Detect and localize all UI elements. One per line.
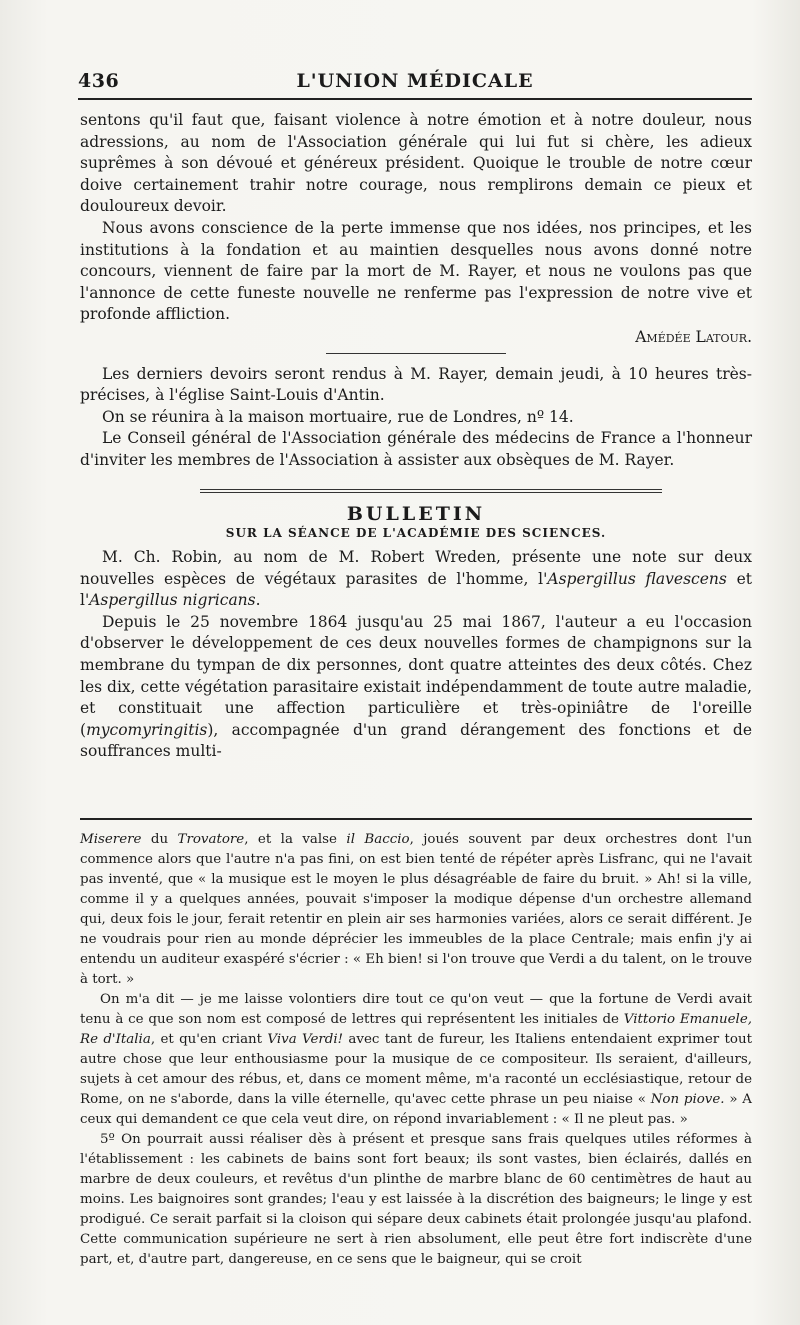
text-run: , et qu'en criant bbox=[150, 1032, 268, 1047]
paragraph: Nous avons conscience de la perte immense que nos idées, nos principes, et les institutions à la fondation et au maintien desquelles nous avons donné notre concours, viennent de faire par la mort de M. Rayer, et nous ne voulons pas que l'annonce de cette funeste nouvelle ne renferme pas l'expression de notre vive et profonde affliction. bbox=[80, 218, 752, 324]
text-run: Trovatore bbox=[177, 832, 245, 847]
feuilleton-rule bbox=[80, 818, 752, 820]
text-run: du bbox=[141, 832, 178, 847]
text-run: Depuis le 25 novembre 1864 jusqu'au 25 mai 1867, l'auteur a eu l'occasion d'observer le développement de ces deux nouvelles formes de champignons sur la membrane du tympan de dix personnes, dont quatre atteintes des deux côtés. Chez les dix, cette végétation parasitaire existait indépendamment de toute autre maladie, et constituait une affection particulière et très-opiniâtre de l'oreille ( bbox=[80, 612, 752, 739]
text-run: » A ceux qui demandent ce que cela veut dire, on répond invariablement : « Il ne pleut pas. » bbox=[80, 1092, 752, 1127]
notice-paragraph: Le Conseil général de l'Association générale des médecins de France a l'honneur d'inviter les membres de l'Association à assister aux obsèques de M. Rayer. bbox=[80, 429, 752, 469]
text-run: avec tant de fureur, les Italiens entendaient exprimer tout autre chose que leur enthousiasme pour la musique de ce compositeur. Ils seraient, d'ailleurs, sujets à cet amour des rébus, et, dans ce moment même, m'a raconté un ecclésiastique, retour de Rome, on ne s'aborde, dans la ville éternelle, qu'avec cette phrase un peu niaise « bbox=[80, 1032, 752, 1107]
header-rule bbox=[78, 98, 752, 100]
text-run: Vittorio Emanuele, Re d'Italia bbox=[80, 1012, 752, 1047]
short-rule bbox=[326, 353, 506, 354]
species-name: Aspergillus flavescens bbox=[547, 569, 727, 588]
text-run: il Baccio bbox=[346, 832, 410, 847]
running-title: L'UNION MÉDICALE bbox=[296, 70, 534, 92]
page-number: 436 bbox=[78, 70, 120, 92]
main-text bbox=[80, 110, 752, 763]
bulletin-subtitle: SUR LA SÉANCE DE L'ACADÉMIE DES SCIENCES. bbox=[225, 526, 607, 541]
ornamental-rule bbox=[200, 484, 662, 496]
species-name: Aspergillus nigricans bbox=[89, 591, 256, 610]
notice-paragraph: Les derniers devoirs seront rendus à M. Rayer, demain jeudi, à 10 heures très-précises, à l'église Saint-Louis d'Antin. bbox=[80, 364, 752, 405]
author-signature: Amédée Latour. bbox=[635, 327, 752, 346]
feuilleton-paragraph bbox=[80, 830, 752, 990]
text-run: On m'a dit — je me laisse volontiers dire tout ce qu'on veut — que la fortune de Verdi avait tenu à ce que son nom est composé de lettres qui représentent les initiales de bbox=[80, 992, 752, 1027]
text-run: , et la valse bbox=[244, 832, 347, 847]
funeral-notice bbox=[80, 364, 752, 472]
text-run: ), accompagnée d'un grand dérangement des fonctions et de souffrances multi- bbox=[80, 720, 752, 761]
text-run: . bbox=[255, 591, 261, 610]
text-run: Non piove. bbox=[650, 1092, 725, 1107]
feuilleton-paragraph bbox=[80, 990, 752, 1130]
bulletin-paragraph bbox=[80, 612, 752, 763]
notice-paragraph: On se réunira à la maison mortuaire, rue de Londres, nº 14. bbox=[102, 407, 574, 426]
feuilleton-text bbox=[80, 830, 752, 1270]
bulletin-title: BULLETIN bbox=[346, 502, 486, 525]
text-run: Miserere bbox=[80, 832, 142, 847]
text-run: Viva Verdi! bbox=[267, 1032, 344, 1047]
page-header bbox=[78, 70, 752, 98]
text-run: M. Ch. Robin, au nom de M. Robert Wreden, présente une note sur deux nouvelles espèces de végétaux parasites de l'homme, l' bbox=[80, 548, 752, 588]
feuilleton-paragraph: 5º On pourrait aussi réaliser dès à présent et presque sans frais quelques utiles réformes à l'établissement : les cabinets de bains sont fort beaux; ils sont vastes, bien éclairés, dallés en marbre de deux couleurs, et revêtus d'un plinthe de marbre blanc de 60 centimètres de haut au moins. Les baignoires sont grandes; l'eau y est laissée à la discrétion des baigneurs; le linge y est prodigué. Ce serait parfait si la cloison qui sépare deux cabinets était prolongée jusqu'au plafond. Cette communication supérieure ne sert à rien absolument, elle peut être fort indiscrète d'une part, et, d'autre part, dangereuse, en ce sens que le baigneur, qui se croit bbox=[80, 1132, 752, 1267]
text-run: et l' bbox=[80, 569, 752, 610]
paragraph: sentons qu'il faut que, faisant violence à notre émotion et à notre douleur, nous adressions, au nom de l'Association générale qui lui fut si chère, les adieux suprêmes à son dévoué et généreux président. Quoique le trouble de notre cœur doive certainement trahir notre courage, nous remplirons demain ce pieux et douloureux devoir. bbox=[80, 111, 752, 216]
bulletin-paragraph bbox=[80, 547, 752, 612]
disease-name: mycomyringitis bbox=[86, 720, 208, 739]
text-run: , joués souvent par deux orchestres dont l'un commence alors que l'autre n'a pas fini, on est bien tenté de répéter après Lisfranc, qui ne l'avait pas inventé, que « la musique est le moyen le plus désagréable de faire du bruit. » Ah! si la ville, comme il y a quelques années, pouvait s'imposer la modique dépense d'un orchestre allemand qui, deux fois le jour, ferait retentir en plein air ses harmonies variées, alors ce serait différent. Je ne voudrais pour rien au monde déprécier les immeubles de la place Centrale; mais enfin j'y ai entendu un auditeur exaspéré s'écrier : « Eh bien! si l'on trouve que Verdi a du talent, on le trouve à tort. » bbox=[80, 832, 752, 987]
